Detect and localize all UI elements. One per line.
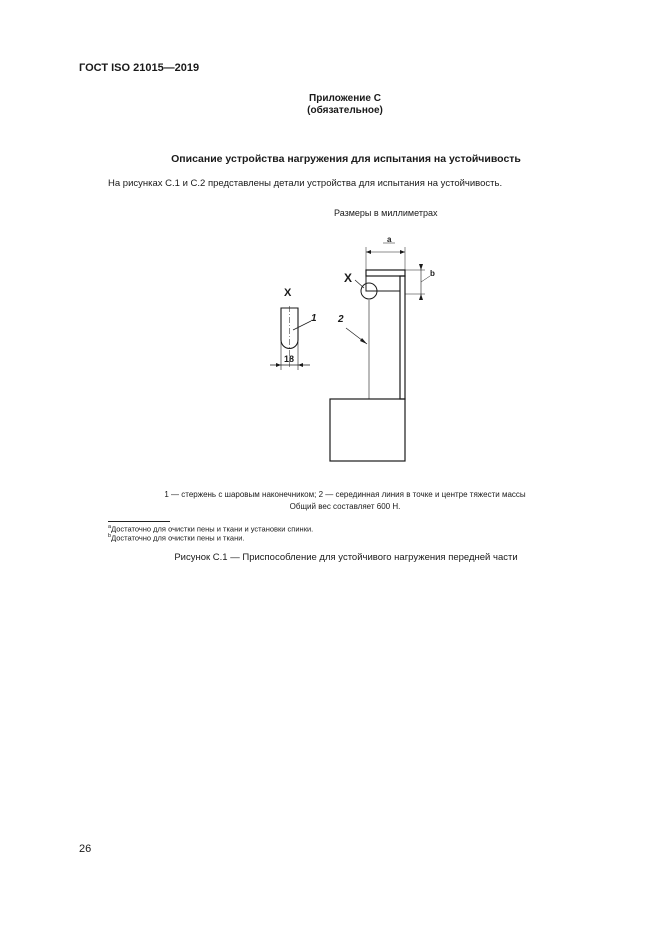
document-code: ГОСТ ISO 21015—2019: [79, 62, 200, 74]
annex-title: Приложение С: [309, 93, 381, 104]
detail-label-x: X: [284, 287, 292, 299]
dim-b-arrow-bottom: [419, 294, 423, 300]
figure-caption: Рисунок С.1 — Приспособление для устойчивого нагружения передней части: [174, 552, 518, 563]
dim-a-arrow-right: [400, 250, 405, 254]
footnote-b: [108, 533, 245, 543]
main-label-x: X: [344, 271, 353, 285]
figure-legend-weight: Общий вес составляет 600 Н.: [289, 502, 401, 511]
page-number: 26: [79, 843, 92, 855]
footnote-a-mark: a: [108, 524, 112, 530]
dim-b-leader: [421, 276, 430, 282]
mass-block: [330, 399, 405, 461]
main-arrow-2: [360, 338, 367, 344]
detail-arrow-left: [276, 363, 281, 367]
section-heading: Описание устройства нагружения для испытания на устойчивость: [171, 153, 521, 165]
main-label-2: 2: [338, 314, 344, 325]
footnote-b-text: Достаточно для очистки пены и ткани.: [111, 533, 245, 543]
detail-leader-1: [293, 321, 311, 330]
intro-paragraph: На рисунках С.1 и С.2 представлены детали устройства для испытания на устойчивость.: [108, 178, 503, 189]
dimensions-note: Размеры в миллиметрах: [334, 208, 438, 218]
main-leader-x: [355, 280, 364, 288]
dim-a-label: a: [387, 235, 392, 244]
loading-device-figure: [260, 225, 460, 475]
detail-label-1: 1: [311, 313, 317, 324]
top-frame: [366, 270, 405, 276]
vertical-frame: [400, 276, 405, 399]
detail-arrow-right: [298, 363, 303, 367]
figure-legend-items: 1 — стержень с шаровым наконечником; 2 — серединная линия в точке и центре тяжести массы: [164, 490, 526, 499]
dim-b-label: b: [430, 269, 435, 278]
footnote-rule: [108, 521, 170, 522]
detail-dim-18: 18: [284, 354, 295, 364]
footnote-a-text: Достаточно для очистки пены и ткани и установки спинки.: [111, 524, 314, 534]
annex-status: (обязательное): [307, 105, 383, 116]
dim-a-arrow-left: [366, 250, 371, 254]
footnote-b-mark: b: [108, 533, 112, 539]
dim-b-arrow-top: [419, 264, 423, 270]
